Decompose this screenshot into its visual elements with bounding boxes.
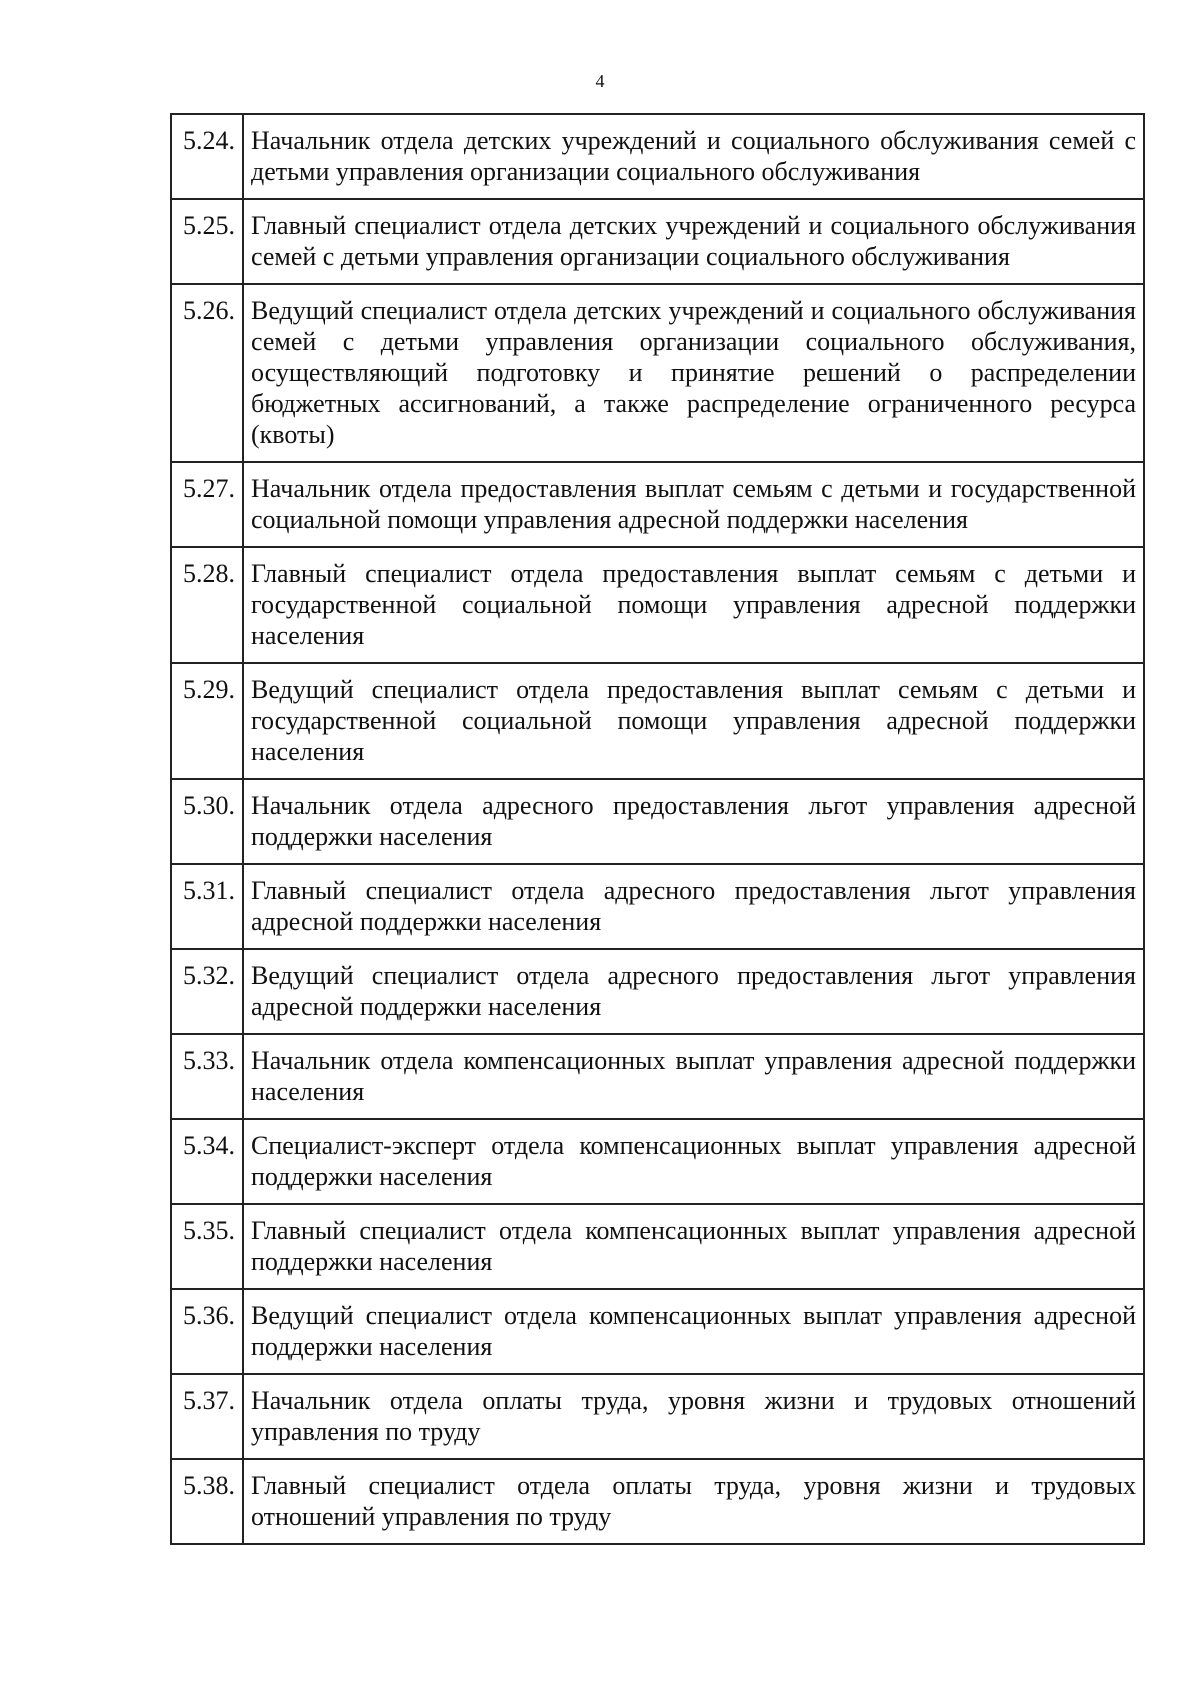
row-number: 5.25. (171, 199, 243, 284)
position-title: Начальник отдела адресного предоставления льгот управления адресной поддержки населения (243, 779, 1144, 864)
row-number: 5.24. (171, 114, 243, 199)
table-row (171, 1289, 1144, 1374)
table-row (171, 1204, 1144, 1289)
table-row (171, 1034, 1144, 1119)
row-number: 5.38. (171, 1459, 243, 1544)
table-row (171, 284, 1144, 462)
table-row (171, 949, 1144, 1034)
table-row (171, 547, 1144, 663)
position-title: Главный специалист отдела компенсационных выплат управления адресной поддержки населения (243, 1204, 1144, 1289)
page-number: 4 (595, 71, 605, 91)
row-number: 5.31. (171, 864, 243, 949)
positions-table (170, 113, 1145, 1545)
row-number: 5.34. (171, 1119, 243, 1204)
row-number: 5.29. (171, 663, 243, 779)
row-number: 5.27. (171, 462, 243, 547)
table-row (171, 1119, 1144, 1204)
table-row (171, 462, 1144, 547)
row-number: 5.32. (171, 949, 243, 1034)
table-row (171, 864, 1144, 949)
row-number: 5.36. (171, 1289, 243, 1374)
row-number: 5.28. (171, 547, 243, 663)
position-title: Главный специалист отдела предоставления выплат семьям с детьми и государственной социальной помощи управления адресной поддержки населения (243, 547, 1144, 663)
row-number: 5.37. (171, 1374, 243, 1459)
position-title: Начальник отдела оплаты труда, уровня жизни и трудовых отношений управления по труду (243, 1374, 1144, 1459)
table-row (171, 1374, 1144, 1459)
table-row (171, 199, 1144, 284)
position-title: Специалист-эксперт отдела компенсационных выплат управления адресной поддержки населения (243, 1119, 1144, 1204)
position-title: Главный специалист отдела детских учреждений и социального обслуживания семей с детьми управления организации социального обслуживания (243, 199, 1144, 284)
position-title: Ведущий специалист отдела компенсационных выплат управления адресной поддержки населения (243, 1289, 1144, 1374)
table-row (171, 779, 1144, 864)
row-number: 5.30. (171, 779, 243, 864)
position-title: Ведущий специалист отдела адресного предоставления льгот управления адресной поддержки населения (243, 949, 1144, 1034)
position-title: Главный специалист отдела адресного предоставления льгот управления адресной поддержки населения (243, 864, 1144, 949)
row-number: 5.33. (171, 1034, 243, 1119)
row-number: 5.26. (171, 284, 243, 462)
position-title: Начальник отдела детских учреждений и социального обслуживания семей с детьми управления организации социального обслуживания (243, 114, 1144, 199)
position-title: Ведущий специалист отдела предоставления выплат семьям с детьми и государственной социальной помощи управления адресной поддержки населения (243, 663, 1144, 779)
positions-table-body (171, 114, 1144, 1544)
table-row (171, 663, 1144, 779)
table-row (171, 1459, 1144, 1544)
position-title: Начальник отдела компенсационных выплат управления адресной поддержки населения (243, 1034, 1144, 1119)
row-number: 5.35. (171, 1204, 243, 1289)
position-title: Ведущий специалист отдела детских учреждений и социального обслуживания семей с детьми управления организации социального обслуживания, осуществляющий подготовку и принятие решений о распределении бюджетных ассигнований, а также распределение ограниченного ресурса (квоты) (243, 284, 1144, 462)
table-row (171, 114, 1144, 199)
position-title: Главный специалист отдела оплаты труда, уровня жизни и трудовых отношений управления по труду (243, 1459, 1144, 1544)
position-title: Начальник отдела предоставления выплат семьям с детьми и государственной социальной помощи управления адресной поддержки населения (243, 462, 1144, 547)
